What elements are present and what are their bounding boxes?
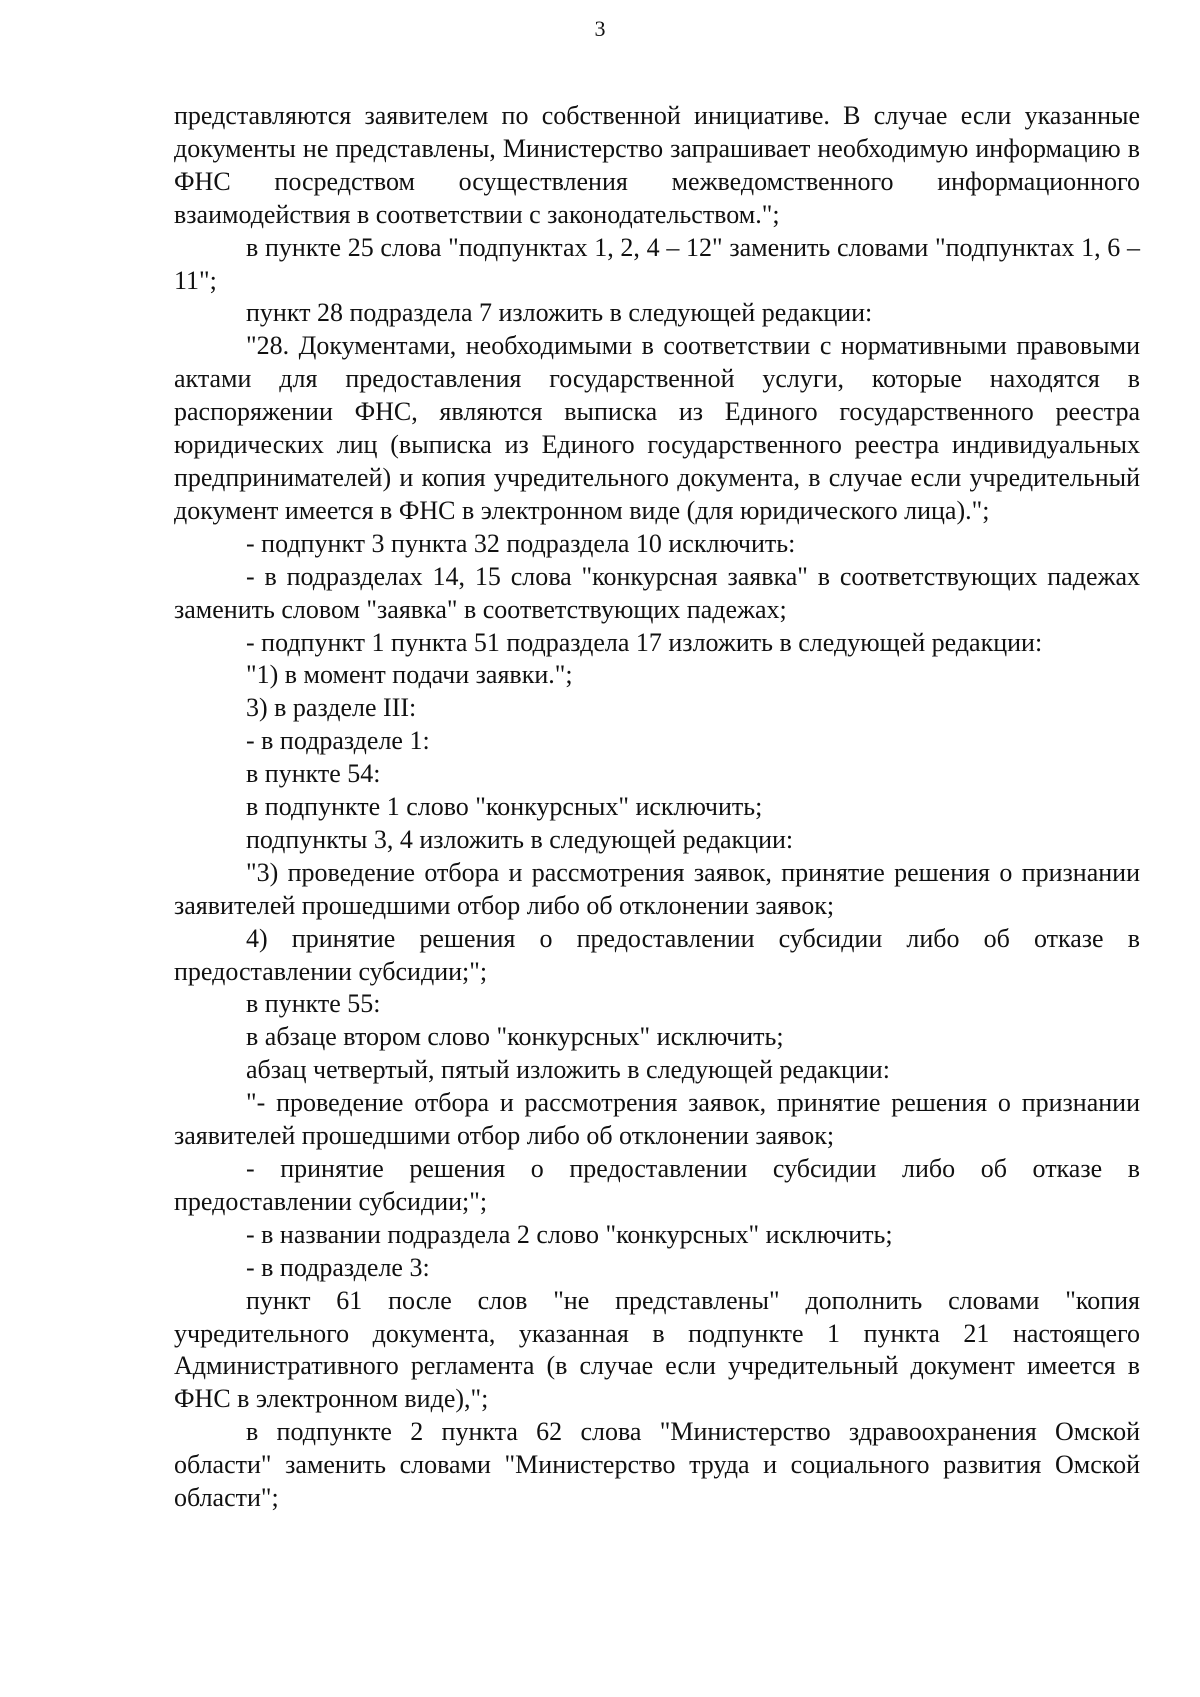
paragraph: пункт 61 после слов "не представлены" дополнить словами "копия учредительного документа, указанная в подпункте 1 пункта 21 настоящего Административного регламента (в случае если учредительный документ имеется в ФНС в электронном виде),"; [174,1285,1140,1414]
paragraph: "3) проведение отбора и рассмотрения заявок, принятие решения о признании заявителей прошедшими отбор либо об отклонении заявок; [174,857,1140,920]
paragraph: 4) принятие решения о предоставлении субсидии либо об отказе в предоставлении субсидии;"; [174,923,1140,986]
paragraph: представляются заявителем по собственной инициативе. В случае если указанные документы не представлены, Министерство запрашивает необходимую информацию в ФНС посредством осуществления межведомственного информационного взаимодействия в соответствии с законодательством."; [174,101,1140,229]
paragraph: пункт 28 подраздела 7 изложить в следующей редакции: [246,298,873,328]
document-body [174,100,1140,1515]
paragraph: - в подразделе 1: [246,726,430,756]
paragraph: "- проведение отбора и рассмотрения заявок, принятие решения о признании заявителей прошедшими отбор либо об отклонении заявок; [174,1088,1140,1151]
paragraph: - в подразделах 14, 15 слова "конкурсная заявка" в соответствующих падежах заменить словом "заявка" в соответствующих падежах; [174,561,1140,624]
paragraph: в абзаце втором слово "конкурсных" исключить; [246,1022,784,1052]
paragraph: в пункте 25 слова "подпунктах 1, 2, 4 – 12" заменить словами "подпунктах 1, 6 – 11"; [174,232,1140,295]
paragraph: 3) в разделе III: [246,693,417,723]
paragraph: "1) в момент подачи заявки."; [246,660,573,690]
paragraph: в пункте 54: [246,759,381,789]
paragraph: в подпункте 2 пункта 62 слова "Министерство здравоохранения Омской области" заменить словами "Министерство труда и социального развития Омской области"; [174,1417,1140,1513]
paragraph: - в подразделе 3: [246,1252,430,1282]
paragraph: абзац четвертый, пятый изложить в следующей редакции: [246,1055,890,1085]
page-number: 3 [594,16,606,41]
paragraph: в пункте 55: [246,989,381,1019]
paragraph: - подпункт 3 пункта 32 подраздела 10 исключить: [246,528,796,558]
paragraph: "28. Документами, необходимыми в соответствии с нормативными правовыми актами для предоставления государственной услуги, которые находятся в распоряжении ФНС, являются выписка из Единого государственного реестра юридических лиц (выписка из Единого государственного реестра индивидуальных предпринимателей) и копия учредительного документа, в случае если учредительный документ имеется в ФНС в электронном виде (для юридического лица)."; [174,331,1140,525]
paragraph: - в названии подраздела 2 слово "конкурсных" исключить; [246,1219,893,1249]
paragraph: - принятие решения о предоставлении субсидии либо об отказе в предоставлении субсидии;"; [174,1154,1140,1216]
paragraph: подпункты 3, 4 изложить в следующей редакции: [246,824,794,854]
paragraph: - подпункт 1 пункта 51 подраздела 17 изложить в следующей редакции: [246,627,1043,657]
paragraph: в подпункте 1 слово "конкурсных" исключить; [246,792,763,822]
